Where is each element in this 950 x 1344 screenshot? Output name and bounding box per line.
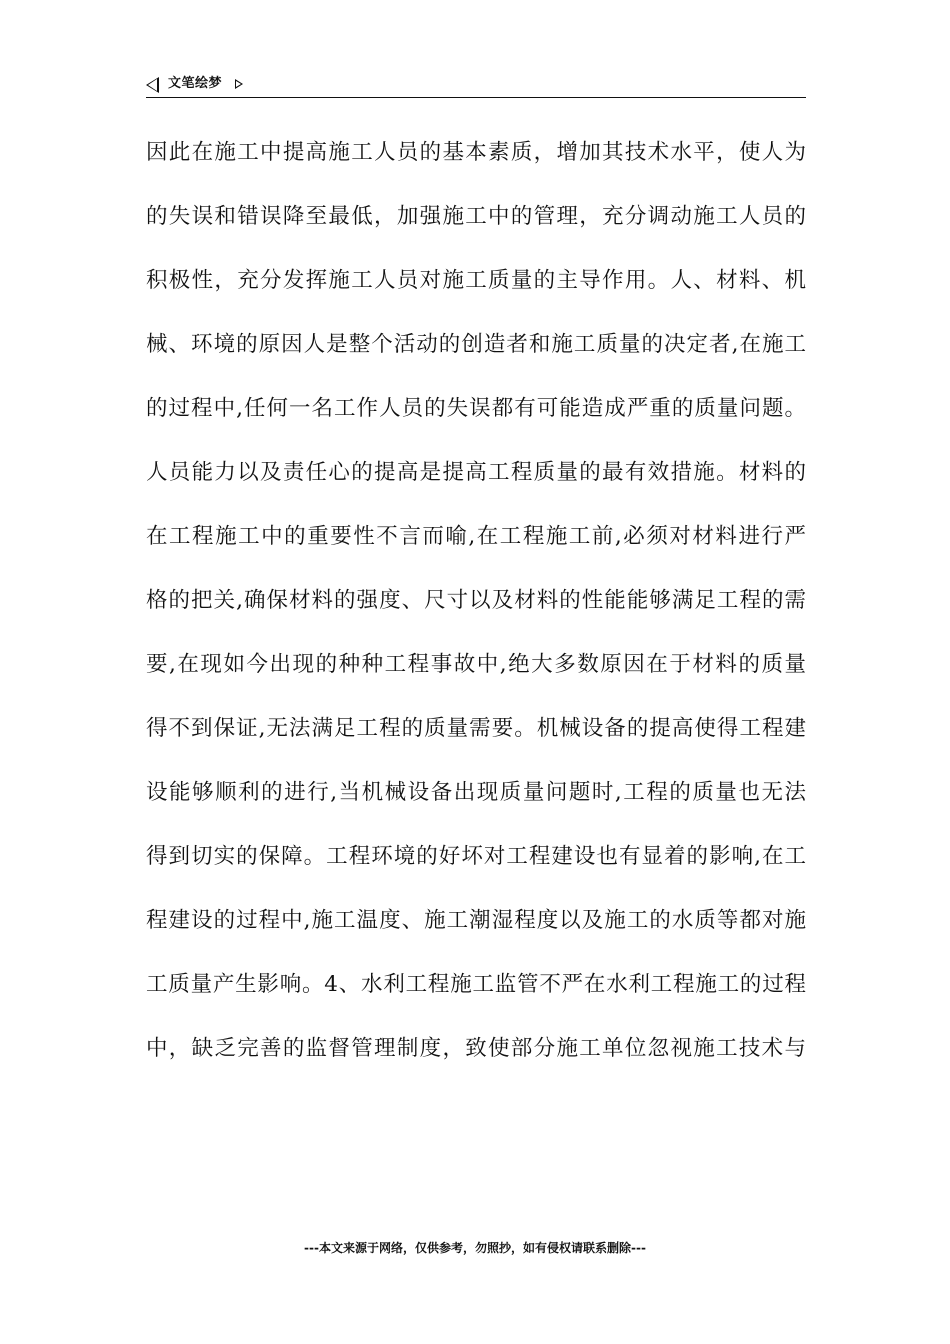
- header-divider: [146, 97, 806, 98]
- body-line: 得到切实的保障。工程环境的好坏对工程建设也有显着的影响,在工: [146, 844, 806, 869]
- body-line: 人员能力以及责任心的提高是提高工程质量的最有效措施。材料的: [146, 460, 806, 485]
- footer-disclaimer: ---本文来源于网络，仅供参考，勿照抄，如有侵权请联系删除---: [304, 1241, 646, 1255]
- body-line: 因此在施工中提高施工人员的基本素质，增加其技术水平，使人为: [146, 140, 806, 165]
- body-line: 格的把关,确保材料的强度、尺寸以及材料的性能能够满足工程的需: [146, 588, 806, 613]
- body-line: 的过程中,任何一名工作人员的失误都有可能造成严重的质量问题。: [146, 396, 806, 421]
- triangle-left-outline-icon: [146, 77, 159, 93]
- page-header: [146, 74, 806, 98]
- body-line: 程建设的过程中,施工温度、施工潮湿程度以及施工的水质等都对施: [146, 908, 806, 933]
- body-line: 工质量产生影响。4、水利工程施工监管不严在水利工程施工的过程: [146, 972, 806, 997]
- body-line: 的失误和错误降至最低，加强施工中的管理，充分调动施工人员的: [146, 204, 806, 229]
- body-line: 在工程施工中的重要性不言而喻,在工程施工前,必须对材料进行严: [146, 524, 806, 549]
- body-line: 械、环境的原因人是整个活动的创造者和施工质量的决定者,在施工: [146, 332, 806, 357]
- body-line: 中，缺乏完善的监督管理制度，致使部分施工单位忽视施工技术与: [146, 1036, 806, 1061]
- header-title: 文笔绘梦: [168, 76, 223, 91]
- document-body: [146, 129, 806, 1089]
- triangle-right-outline-icon: [235, 79, 243, 89]
- body-line: 得不到保证,无法满足工程的质量需要。机械设备的提高使得工程建: [146, 716, 806, 741]
- body-line: 设能够顺利的进行,当机械设备出现质量问题时,工程的质量也无法: [146, 780, 806, 805]
- body-line: 要,在现如今出现的种种工程事故中,绝大多数原因在于材料的质量: [146, 652, 806, 677]
- body-line: 积极性，充分发挥施工人员对施工质量的主导作用。人、材料、机: [146, 268, 806, 293]
